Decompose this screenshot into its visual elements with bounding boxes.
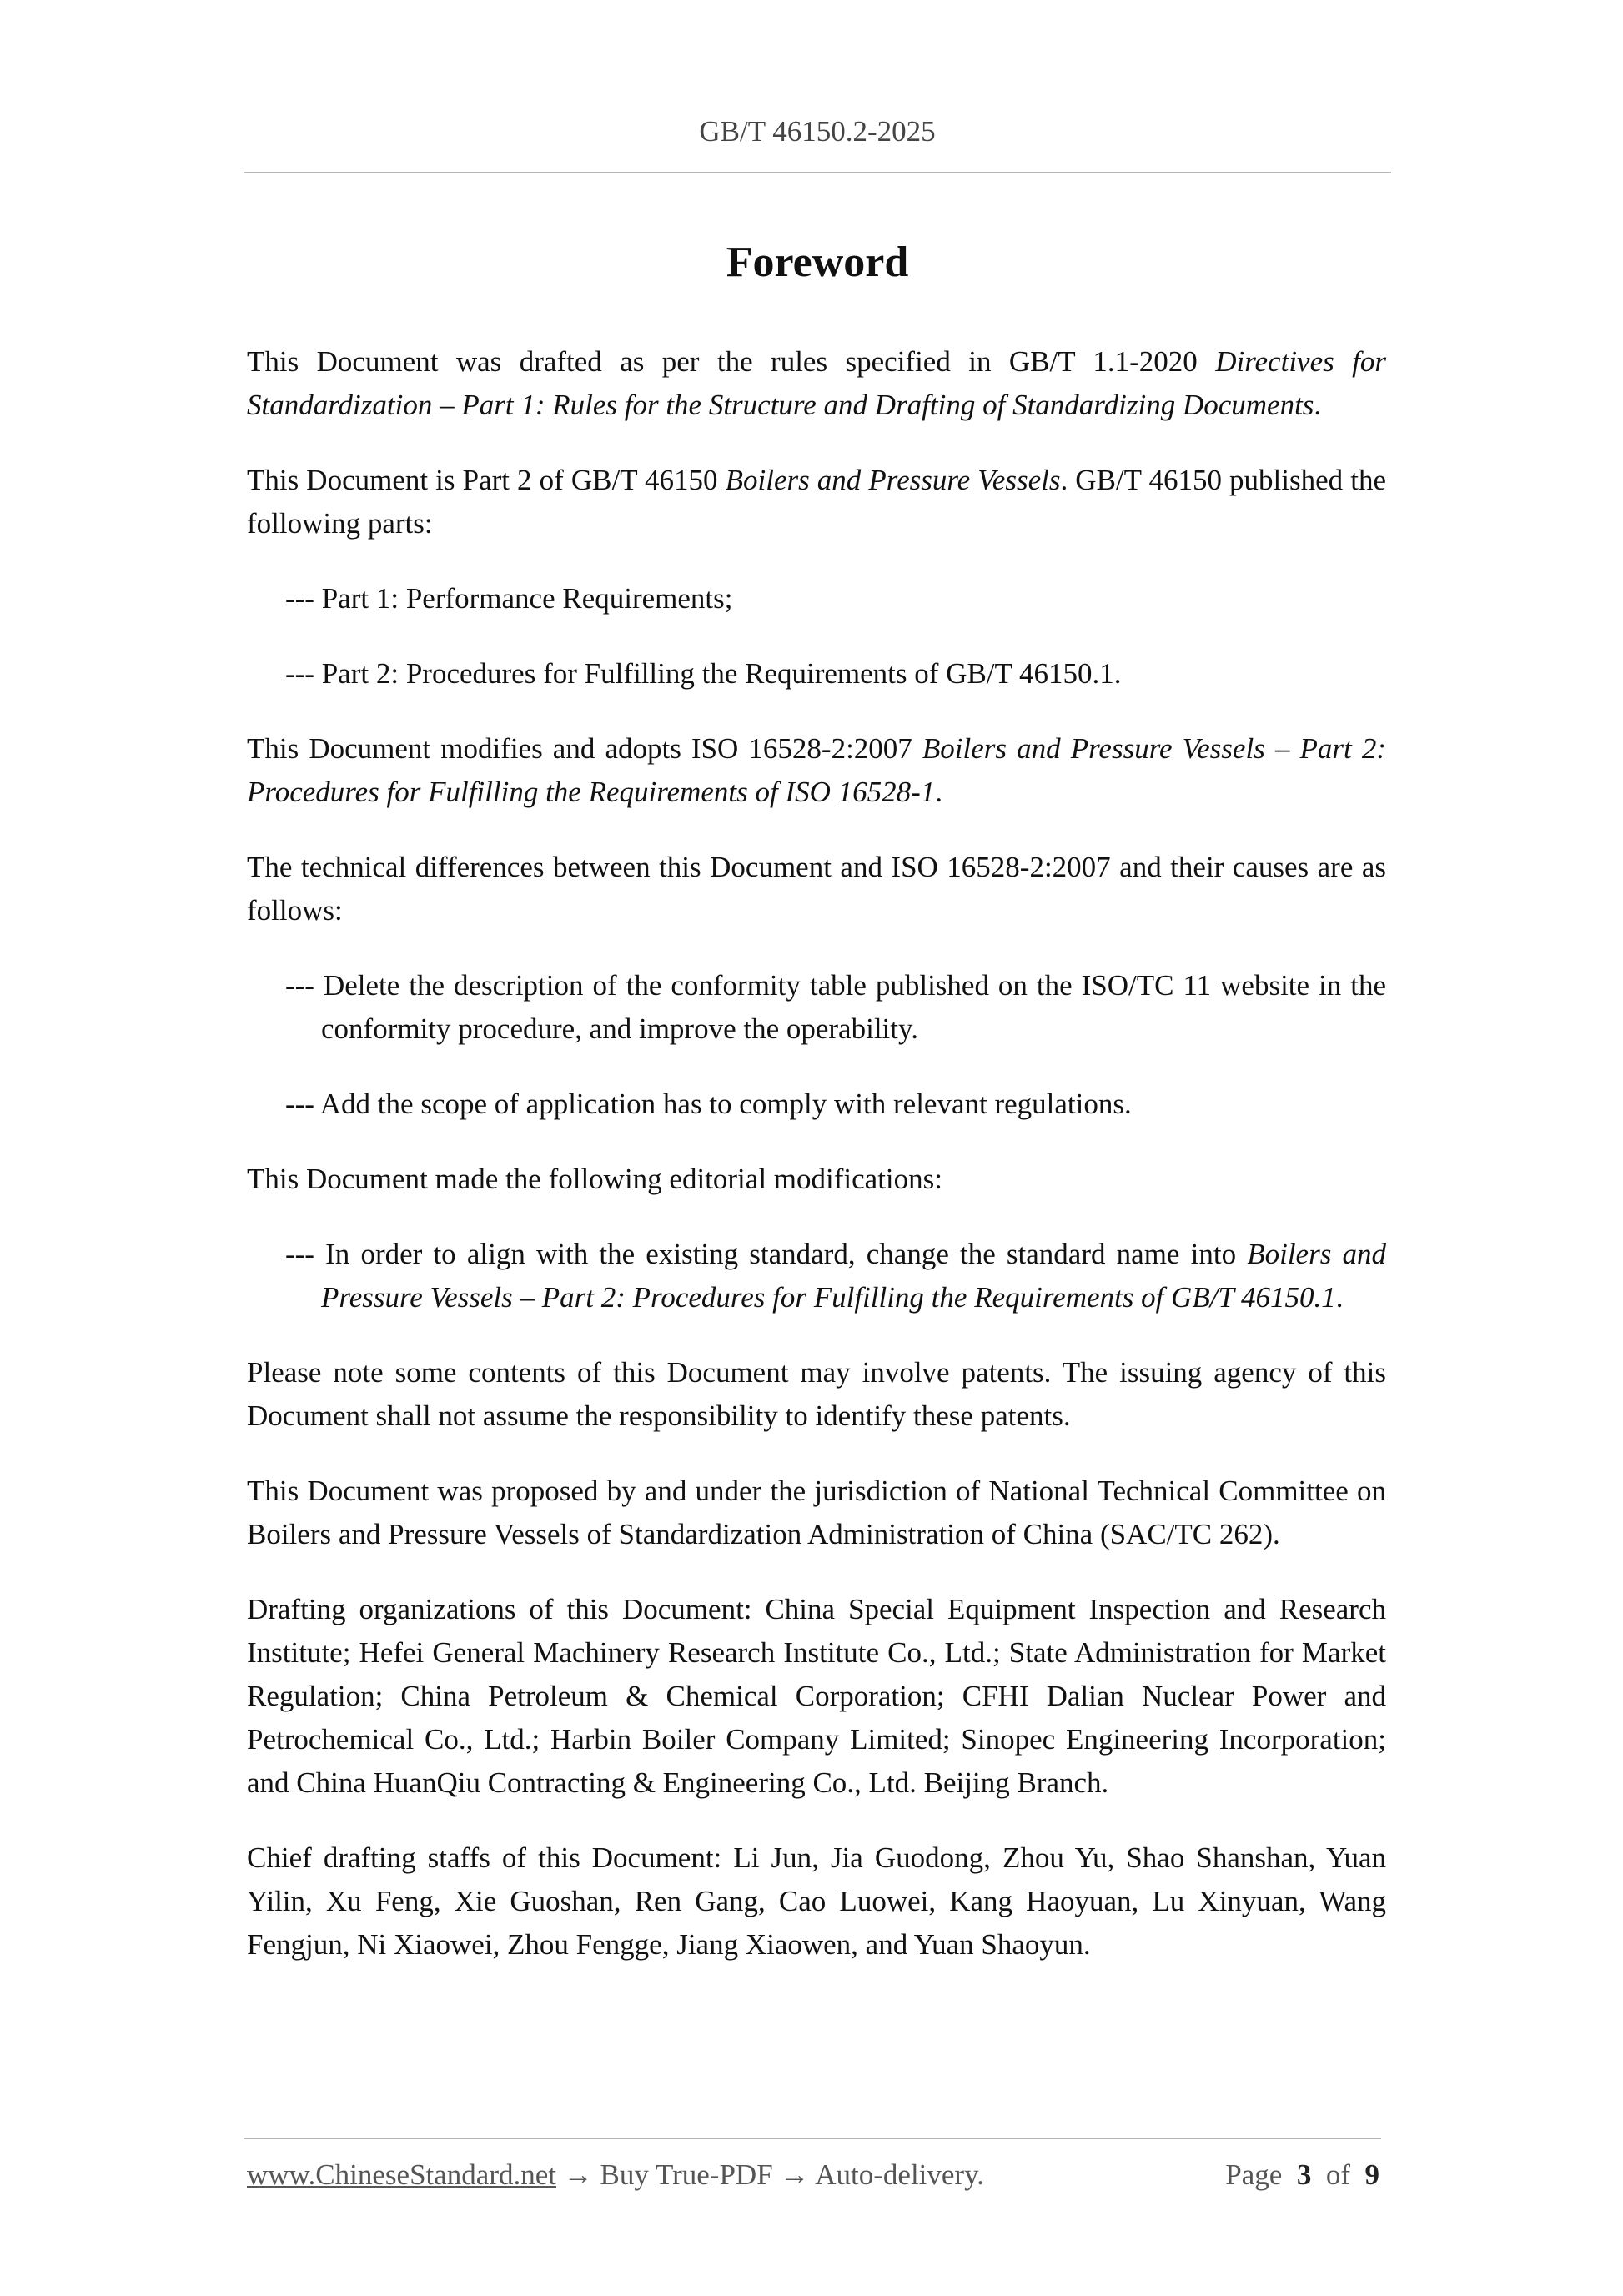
footer-divider xyxy=(244,2138,1381,2139)
page-title: Foreword xyxy=(726,239,909,286)
of-label: of xyxy=(1325,2158,1350,2191)
arrow-right-icon: → xyxy=(563,2158,593,2191)
paragraph-adoption: This Document modifies and adopts ISO 16528-2:2007 Boilers and Pressure Vessels – Part 2: Procedures for Fulfilling the Requirements of ISO 16528-1. xyxy=(247,732,1386,808)
list-item-part-2: --- Part 2: Procedures for Fulfilling the Requirements of GB/T 46150.1. xyxy=(285,657,1122,690)
paragraph-patents: Please note some contents of this Document may involve patents. The issuing agency of this Document shall not assume the responsibility to identify these patents. xyxy=(247,1356,1386,1432)
document-body xyxy=(247,340,1386,1998)
paragraph-drafting-rules: This Document was drafted as per the rules specified in GB/T 1.1-2020 Directives for Standardization – Part 1: Rules for the Structure and Drafting of Standardizing Documents. xyxy=(247,345,1386,421)
paragraph-drafting-organizations: Drafting organizations of this Document: China Special Equipment Inspection and Research Institute; Hefei General Machinery Research Institute Co., Ltd.; State Administration for Market Regulation; China Petroleum & Chemical Corporation; CFHI Dalian Nuclear Power and Petrochemical Co., Ltd.; Harbin Boiler Company Limited; Sinopec Engineering Incorporation; and China HuanQiu Contracting & Engineering Co., Ltd. Beijing Branch. xyxy=(247,1593,1386,1799)
new-standard-title: Boilers and Pressure Vessels – Part 2: Procedures for Fulfilling the Requirements of GB/T 46150.1 xyxy=(321,1238,1386,1314)
series-title: Boilers and Pressure Vessels xyxy=(725,464,1061,496)
paragraph-jurisdiction: This Document was proposed by and under the jurisdiction of National Technical Committee on Boilers and Pressure Vessels of Standardization Administration of China (SAC/TC 262). xyxy=(247,1475,1386,1550)
arrow-right-icon: → xyxy=(780,2158,810,2191)
buy-pdf-text: Buy True-PDF xyxy=(600,2158,773,2191)
paragraph-editorial: This Document made the following editorial modifications: xyxy=(247,1163,942,1195)
paragraph-drafting-staff: Chief drafting staffs of this Document: Li Jun, Jia Guodong, Zhou Yu, Shao Shanshan, Yuan Yilin, Xu Feng, Xie Guoshan, Ren Gang, Cao Luowei, Kang Haoyuan, Lu Xinyuan, Wang Fengjun, Ni Xiaowei, Zhou Fengge, Jiang Xiaowen, and Yuan Shaoyun. xyxy=(247,1841,1386,1961)
page-number xyxy=(1225,2158,1379,2192)
running-header: GB/T 46150.2-2025 xyxy=(699,115,936,148)
page-total: 9 xyxy=(1364,2158,1379,2191)
header-divider xyxy=(244,172,1391,173)
directives-title: Directives for Standardization – Part 1: Rules for the Structure and Drafting of Standardizing Documents xyxy=(247,345,1386,421)
auto-delivery-text: Auto-delivery. xyxy=(815,2158,985,2191)
paragraph-part-info: This Document is Part 2 of GB/T 46150 Boilers and Pressure Vessels. GB/T 46150 published the following parts: xyxy=(247,464,1386,540)
iso-title: Boilers and Pressure Vessels – Part 2: Procedures for Fulfilling the Requirements of ISO 16528-1 xyxy=(247,732,1386,808)
paragraph-technical-differences: The technical differences between this Document and ISO 16528-2:2007 and their causes are as follows: xyxy=(247,851,1386,927)
list-item-difference-1: --- Delete the description of the conformity table published on the ISO/TC 11 website in the conformity procedure, and improve the operability. xyxy=(285,969,1386,1045)
list-item-part-1: --- Part 1: Performance Requirements; xyxy=(285,582,733,615)
website-link[interactable]: www.ChineseStandard.net xyxy=(247,2158,556,2191)
page-current: 3 xyxy=(1296,2158,1312,2191)
list-item-difference-2: --- Add the scope of application has to comply with relevant regulations. xyxy=(285,1088,1132,1120)
footer-promo xyxy=(247,2158,984,2192)
list-item-editorial-1: --- In order to align with the existing standard, change the standard name into Boilers and Pressure Vessels – Part 2: Procedures for Fulfilling the Requirements of GB/T 46150.1. xyxy=(285,1238,1386,1314)
page-label: Page xyxy=(1225,2158,1283,2191)
